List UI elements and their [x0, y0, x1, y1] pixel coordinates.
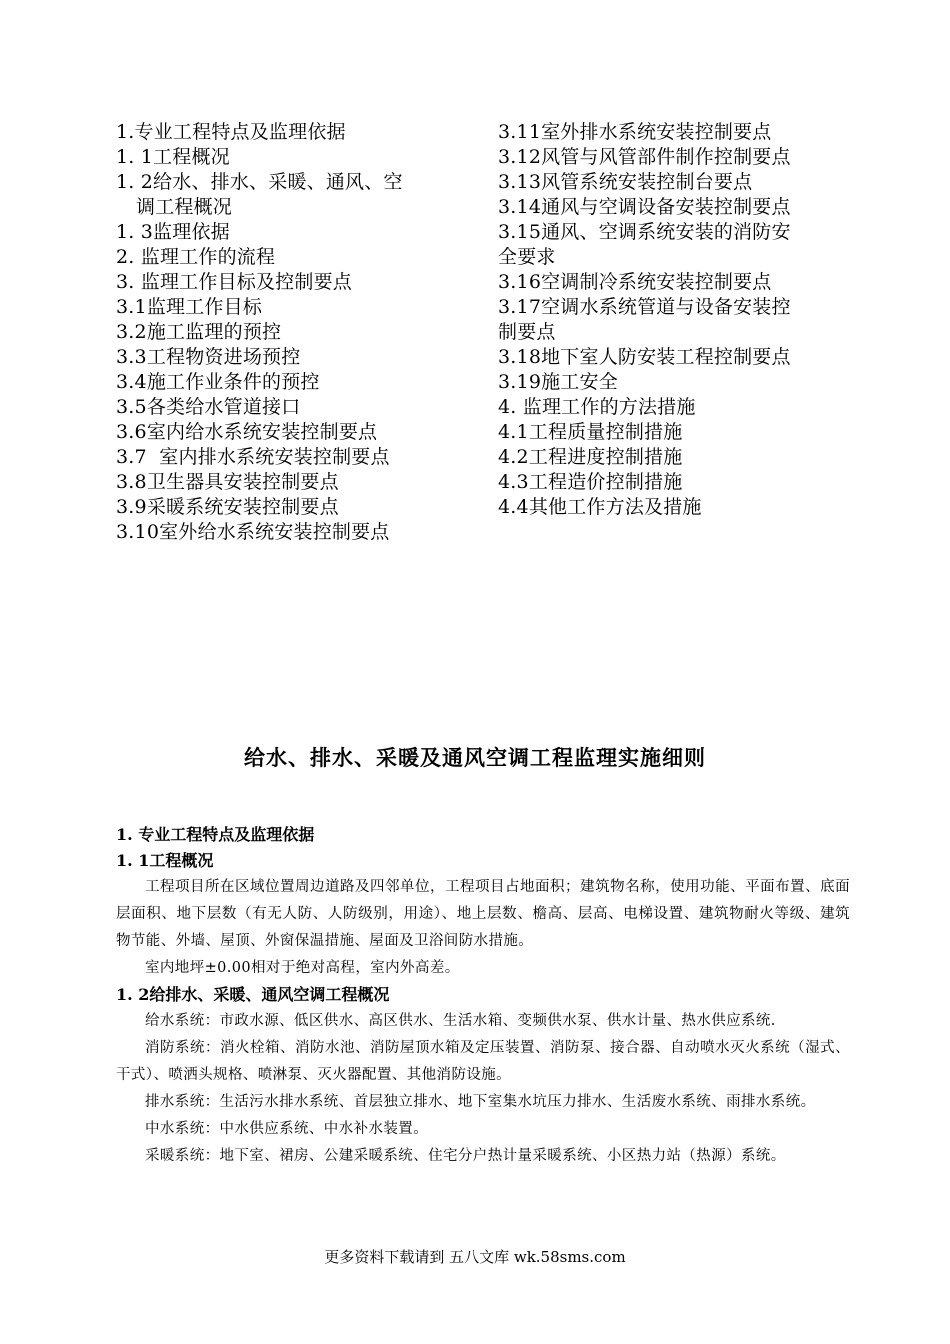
toc-item: 2. 监理工作的流程: [116, 246, 276, 268]
document-body: [116, 822, 850, 1170]
paragraph: 中水系统：中水供应系统、中水补水装置。: [145, 1121, 429, 1137]
toc-item: 4.1工程质量控制措施: [498, 421, 683, 443]
paragraph: 室内地坪±0.00相对于绝对高程，室内外高差。: [145, 960, 460, 976]
toc-item: 1. 3监理依据: [116, 221, 230, 243]
toc-item: 3.6室内给水系统安装控制要点: [116, 421, 378, 443]
toc-item: 1. 1工程概况: [116, 146, 230, 168]
toc-item: 制要点: [498, 321, 556, 343]
toc-item: 3.16空调制冷系统安装控制要点: [498, 271, 772, 293]
toc-item: 3.15通风、空调系统安装的消防安: [498, 221, 791, 243]
paragraph: 消防系统：消火栓箱、消防水池、消防屋顶水箱及定压装置、消防泵、接合器、自动喷水灭火系统（湿式、干式）、喷洒头规格、喷淋泵、灭火器配置、其他消防设施。: [116, 1040, 850, 1083]
toc-right-column: [498, 120, 856, 520]
paragraph: 排水系统：生活污水排水系统、首层独立排水、地下室集水坑压力排水、生活废水系统、雨排水系统。: [145, 1094, 816, 1110]
toc-item: 4.4其他工作方法及措施: [498, 496, 702, 518]
toc-item: 3.8卫生器具安装控制要点: [116, 471, 339, 493]
toc-item: 3.2施工监理的预控: [116, 321, 282, 343]
toc-item: 3.13风管系统安装控制台要点: [498, 171, 753, 193]
toc-item: 3.9采暖系统安装控制要点: [116, 496, 339, 518]
toc-item: 3.7 室内排水系统安装控制要点: [116, 446, 390, 468]
section-heading: 1. 1工程概况: [116, 851, 214, 870]
toc-item: 3.5各类给水管道接口: [116, 396, 301, 418]
paragraph: 工程项目所在区域位置周边道路及四邻单位，工程项目占地面积；建筑物名称，使用功能、平面布置、底面层面积、地下层数（有无人防、人防级别，用途）、地上层数、檐高、层高、电梯设置、建筑物耐火等级、建筑物节能、外墙、屋顶、外窗保温措施、屋面及卫浴间防水措施。: [116, 879, 850, 949]
page-footer: 更多资料下载请到 五八文库 wk.58sms.com: [324, 1248, 626, 1266]
paragraph: 给水系统：市政水源、低区供水、高区供水、生活水箱、变频供水泵、供水计量、热水供应系统.: [145, 1013, 776, 1029]
toc-item: 3. 监理工作目标及控制要点: [116, 271, 352, 293]
section-heading: 1. 2给排水、采暖、通风空调工程概况: [116, 985, 390, 1004]
toc-item: 4.3工程造价控制措施: [498, 471, 683, 493]
toc-item: 3.10室外给水系统安装控制要点: [116, 521, 390, 543]
toc-item: 调工程概况: [136, 196, 233, 218]
document-title: 给水、排水、采暖及通风空调工程监理实施细则: [244, 745, 706, 770]
toc-item: 3.11室外排水系统安装控制要点: [498, 121, 772, 143]
toc-item: 3.17空调水系统管道与设备安装控: [498, 296, 791, 318]
toc-item: 3.19施工安全: [498, 371, 618, 393]
toc-item: 3.4施工作业条件的预控: [116, 371, 320, 393]
toc-item: 3.1监理工作目标: [116, 296, 263, 318]
toc-item: 3.18地下室人防安装工程控制要点: [498, 346, 791, 368]
toc-item: 4.2工程进度控制措施: [498, 446, 683, 468]
toc-item: 1. 2给水、排水、采暖、通风、空: [116, 171, 403, 193]
section-heading: 1. 专业工程特点及监理依据: [116, 825, 315, 844]
toc-item: 1.专业工程特点及监理依据: [116, 121, 346, 143]
paragraph: 采暖系统：地下室、裙房、公建采暖系统、住宅分户热计量采暖系统、小区热力站（热源）系统。: [145, 1148, 786, 1164]
toc-item: 3.12风管与风管部件制作控制要点: [498, 146, 791, 168]
toc-left-column: [116, 120, 466, 545]
toc-item: 全要求: [498, 246, 556, 268]
toc-item: 4. 监理工作的方法措施: [498, 396, 696, 418]
toc-item: 3.3工程物资进场预控: [116, 346, 301, 368]
toc-item: 3.14通风与空调设备安装控制要点: [498, 196, 791, 218]
